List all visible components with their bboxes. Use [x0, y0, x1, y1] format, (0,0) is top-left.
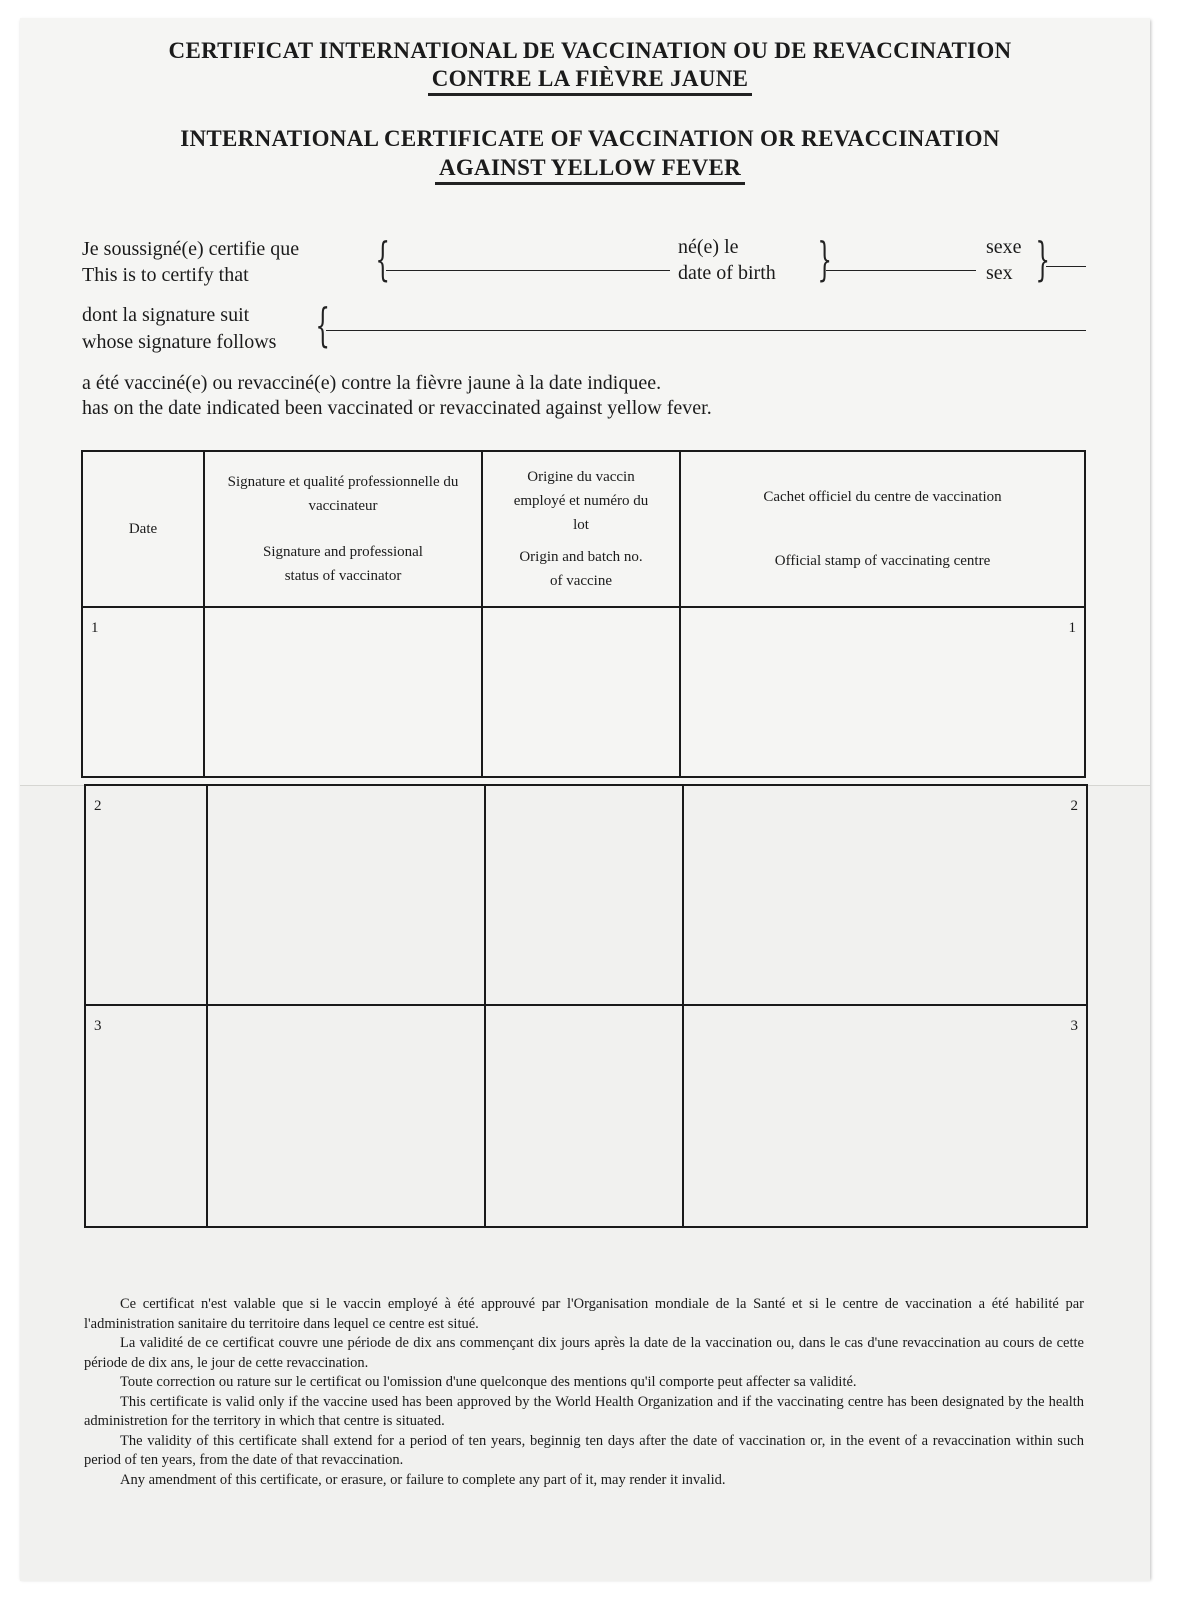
row-number[interactable]: 1 [82, 607, 204, 777]
brace-icon: } [817, 232, 832, 286]
row-number[interactable]: 3 [85, 1005, 207, 1227]
table-row [85, 1005, 1087, 1227]
birth-date-field[interactable] [826, 270, 976, 271]
brace-icon: { [315, 298, 330, 352]
origin-cell[interactable] [485, 1005, 683, 1227]
header-stamp: Cachet officiel du centre de vaccination Official stamp of vaccinating centre [680, 451, 1085, 607]
stamp-cell[interactable]: 3 [683, 1005, 1087, 1227]
stamp-cell[interactable]: 1 [680, 607, 1085, 777]
brace-icon: } [1035, 232, 1050, 286]
stamp-cell[interactable]: 2 [683, 785, 1087, 1005]
signature-label-fr: dont la signature suit [82, 304, 250, 326]
table-row [85, 785, 1087, 1005]
origin-cell[interactable] [482, 607, 680, 777]
header-signature: Signature et qualité professionnelle du vaccinateur Signature and professional status of vaccinator [204, 451, 482, 607]
note-fr-1: Ce certificat n'est valable que si le vaccin employé à été approuvé par l'Organisation mondiale de la Santé et si le centre de vaccination a été habilité par l'administration sanitaire du territoire dans lequel ce centre est situé. [84, 1296, 1084, 1332]
sex-field[interactable] [1046, 266, 1086, 267]
signature-label-en: whose signature follows [82, 331, 277, 353]
vaccination-table-upper [81, 450, 1086, 778]
signature-cell[interactable] [207, 1005, 485, 1227]
title-fr-line1: CERTIFICAT INTERNATIONAL DE VACCINATION OU DE REVACCINATION [168, 38, 1012, 63]
title-en-line1: INTERNATIONAL CERTIFICATE OF VACCINATION OR REVACCINATION [180, 126, 1000, 151]
note-fr-3: Toute correction ou rature sur le certificat ou l'omission d'une quelconque des mentions qu'il comporte peut affecter sa validité. [120, 1374, 857, 1390]
note-en-1: This certificate is valid only if the vaccine used has been approved by the World Health Organization and if the vaccinating centre has been designated by the health administretion for the territory in which that centre is situated. [84, 1393, 1084, 1429]
note-en-3: Any amendment of this certificate, or erasure, or failure to complete any part of it, may render it invalid. [120, 1471, 726, 1488]
birth-label-en: date of birth [678, 262, 776, 284]
signature-cell[interactable] [207, 785, 485, 1005]
statement-en: has on the date indicated been vaccinated or revaccinated against yellow fever. [82, 397, 712, 419]
note-fr-2: La validité de ce certificat couvre une période de dix ans commençant dix jours après la date de la vaccination ou, dans le cas d'une revaccination au cours de cette période de dix ans, le jour de cette revaccination. [84, 1335, 1084, 1371]
statement-fr: a été vacciné(e) ou revacciné(e) contre la fièvre jaune à la date indiquee. [82, 372, 662, 394]
certify-label-en: This is to certify that [82, 264, 249, 286]
signature-cell[interactable] [204, 607, 482, 777]
sex-label-en: sex [986, 262, 1013, 284]
row-number[interactable]: 2 [85, 785, 207, 1005]
origin-cell[interactable] [485, 785, 683, 1005]
validity-notes [84, 1295, 1084, 1490]
note-en-2: The validity of this certificate shall extend for a period of ten years, beginnig ten days after the date of vaccination or, in the event of a revaccination within such period of ten years, from the date of that revaccination. [84, 1432, 1084, 1468]
header-origin: Origine du vaccin employé et numéro du lot Origin and batch no. of vaccine [482, 451, 680, 607]
certify-label-fr: Je soussigné(e) certifie que [82, 238, 300, 260]
header-date: Date [82, 451, 204, 607]
title-fr-line2: CONTRE LA FIÈVRE JAUNE [40, 66, 1140, 96]
signature-field[interactable] [326, 330, 1086, 331]
name-field[interactable] [386, 270, 670, 271]
sex-label-fr: sexe [986, 236, 1022, 258]
brace-icon: { [375, 232, 390, 286]
title-en-line2: AGAINST YELLOW FEVER [40, 155, 1140, 185]
vaccination-table-lower [84, 784, 1088, 1228]
birth-label-fr: né(e) le [678, 236, 739, 258]
table-row [82, 607, 1085, 777]
